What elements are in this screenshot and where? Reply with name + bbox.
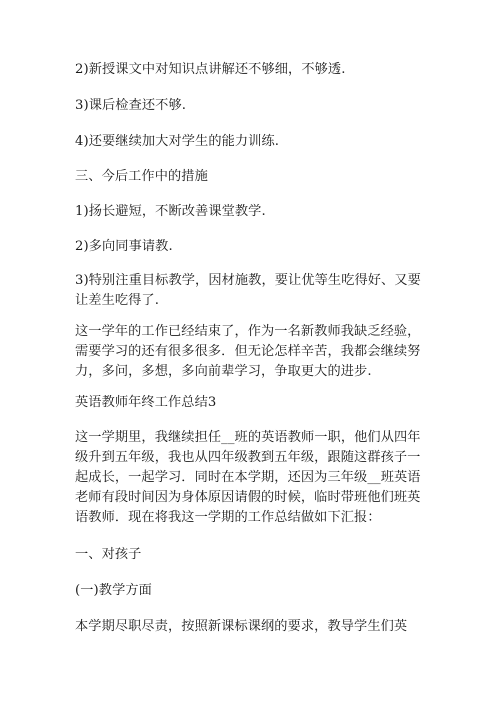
section-heading-measures: 三、今后工作中的措施	[75, 169, 208, 184]
section-title-summary-3: 英语教师年终工作总结3	[75, 395, 217, 410]
subsection-heading-teaching: (一)教学方面	[75, 583, 152, 598]
paragraph-measure-1: 1)扬长避短，不断改善课堂教学.	[75, 204, 266, 219]
paragraph-teaching: 本学期尽职尽责，按照新课标课纲的要求，教导学生们英	[75, 619, 408, 634]
paragraph-issue-4: 4)还要继续加大对学生的能力训练.	[75, 134, 280, 149]
paragraph-summary-intro: 这一学期里，我继续担任__班的英语教师一职，他们从四年级升到五年级，我也从四年级教到五年级，跟随这群孩子一起成长，一起学习．同时在本学期，还因为三年级__班英语老师有段时间因为身体原因请假的时候，临时带班他们班英语教师．现在将我这一学期的工作总结做如下汇报：	[75, 430, 421, 525]
paragraph-conclusion: 这一学年的工作已经结束了，作为一名新教师我缺乏经验，需要学习的还有很多很多．但无论怎样辛苦，我都会继续努力，多问，多想，多向前辈学习，争取更大的进步.	[75, 324, 421, 379]
section-heading-children: 一、对孩子	[75, 547, 142, 562]
paragraph-issue-3: 3)课后检查还不够.	[75, 98, 187, 113]
paragraph-measure-3: 3)特别注重目标教学，因材施教，要让优等生吃得好、又要让差生吃得了.	[75, 273, 421, 308]
paragraph-issue-2: 2)新授课文中对知识点讲解还不够细，不够透.	[75, 62, 346, 77]
paragraph-measure-2: 2)多向同事请教.	[75, 239, 173, 254]
